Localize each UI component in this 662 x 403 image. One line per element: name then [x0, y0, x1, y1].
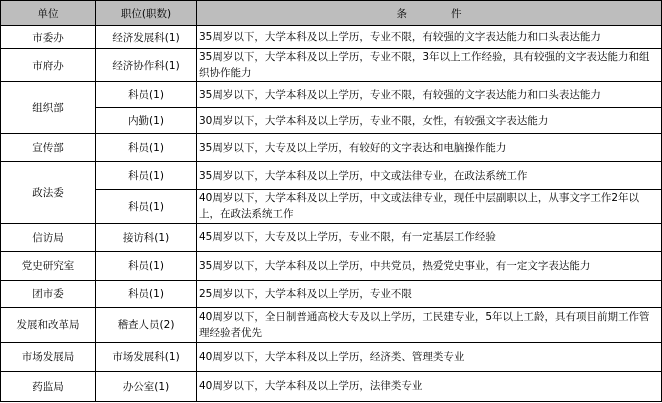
table-row	[1, 162, 662, 190]
condition-cell: 40周岁以下，全日制普通高校大专及以上学历，工民建专业，5年以上工龄，具有项目前期工作管理经验者优先	[197, 307, 662, 342]
unit-cell: 党史研究室	[1, 251, 96, 280]
unit-cell: 信访局	[1, 223, 96, 251]
condition-cell: 35周岁以下，大学本科及以上学历，专业不限，有较强的文字表达能力和口头表达能力	[197, 26, 662, 49]
position-cell: 科员(1)	[96, 162, 197, 190]
table-row	[1, 190, 662, 223]
header-condition-b: 件	[451, 7, 462, 20]
table-row	[1, 108, 662, 134]
unit-cell: 发展和改革局	[1, 307, 96, 342]
table-row	[1, 26, 662, 49]
position-cell: 市场发展科(1)	[96, 342, 197, 371]
unit-cell: 组织部	[1, 82, 96, 134]
position-cell: 稽查人员(2)	[96, 307, 197, 342]
condition-cell: 35周岁以下，大学本科及以上学历，专业不限，有较强的文字表达能力和口头表达能力	[197, 82, 662, 108]
table-row	[1, 307, 662, 342]
header-unit: 单位	[1, 1, 96, 26]
condition-cell: 40周岁以下，大学本科及以上学历，经济类、管理类专业	[197, 342, 662, 371]
condition-cell: 40周岁以下，大学本科及以上学历，中文或法律专业，现任中层副职以上，从事文字工作2年以上，在政法系统工作	[197, 190, 662, 223]
table-row	[1, 342, 662, 371]
table-row	[1, 134, 662, 162]
unit-cell: 市委办	[1, 26, 96, 49]
condition-cell: 25周岁以下，大学本科及以上学历，专业不限	[197, 280, 662, 307]
position-cell: 内勤(1)	[96, 108, 197, 134]
condition-cell: 35周岁以下，大学本科及以上学历，专业不限，3年以上工作经验，具有较强的文字表达能力和组织协作能力	[197, 49, 662, 82]
position-cell: 经济协作科(1)	[96, 49, 197, 82]
table-row	[1, 82, 662, 108]
position-cell: 科员(1)	[96, 251, 197, 280]
table-row	[1, 223, 662, 251]
position-cell: 经济发展科(1)	[96, 26, 197, 49]
header-position: 职位(职数)	[96, 1, 197, 26]
table-row	[1, 371, 662, 401]
unit-cell: 药监局	[1, 371, 96, 401]
unit-cell: 市场发展局	[1, 342, 96, 371]
position-cell: 办公室(1)	[96, 371, 197, 401]
position-cell: 科员(1)	[96, 280, 197, 307]
unit-cell: 宣传部	[1, 134, 96, 162]
header-condition-a: 条	[396, 7, 407, 20]
position-cell: 科员(1)	[96, 190, 197, 223]
unit-cell: 市府办	[1, 49, 96, 82]
table-row	[1, 280, 662, 307]
table-row	[1, 251, 662, 280]
position-cell: 科员(1)	[96, 134, 197, 162]
table-row	[1, 49, 662, 82]
condition-cell: 35周岁以下，大专及以上学历，有较好的文字表达和电脑操作能力	[197, 134, 662, 162]
unit-cell: 政法委	[1, 162, 96, 223]
condition-cell: 40周岁以下，大学本科及以上学历，法律类专业	[197, 371, 662, 401]
position-cell: 接访科(1)	[96, 223, 197, 251]
condition-cell: 35周岁以下，大学本科及以上学历，中共党员，热爱党史事业，有一定文字表达能力	[197, 251, 662, 280]
position-cell: 科员(1)	[96, 82, 197, 108]
condition-cell: 30周岁以下，大学本科及以上学历，专业不限，女性，有较强文字表达能力	[197, 108, 662, 134]
unit-cell: 团市委	[1, 280, 96, 307]
condition-cell: 45周岁以下，大专及以上学历，专业不限，有一定基层工作经验	[197, 223, 662, 251]
condition-cell: 35周岁以下，大学本科及以上学历，中文或法律专业，在政法系统工作	[197, 162, 662, 190]
header-condition	[197, 1, 662, 26]
header-row	[1, 1, 662, 26]
